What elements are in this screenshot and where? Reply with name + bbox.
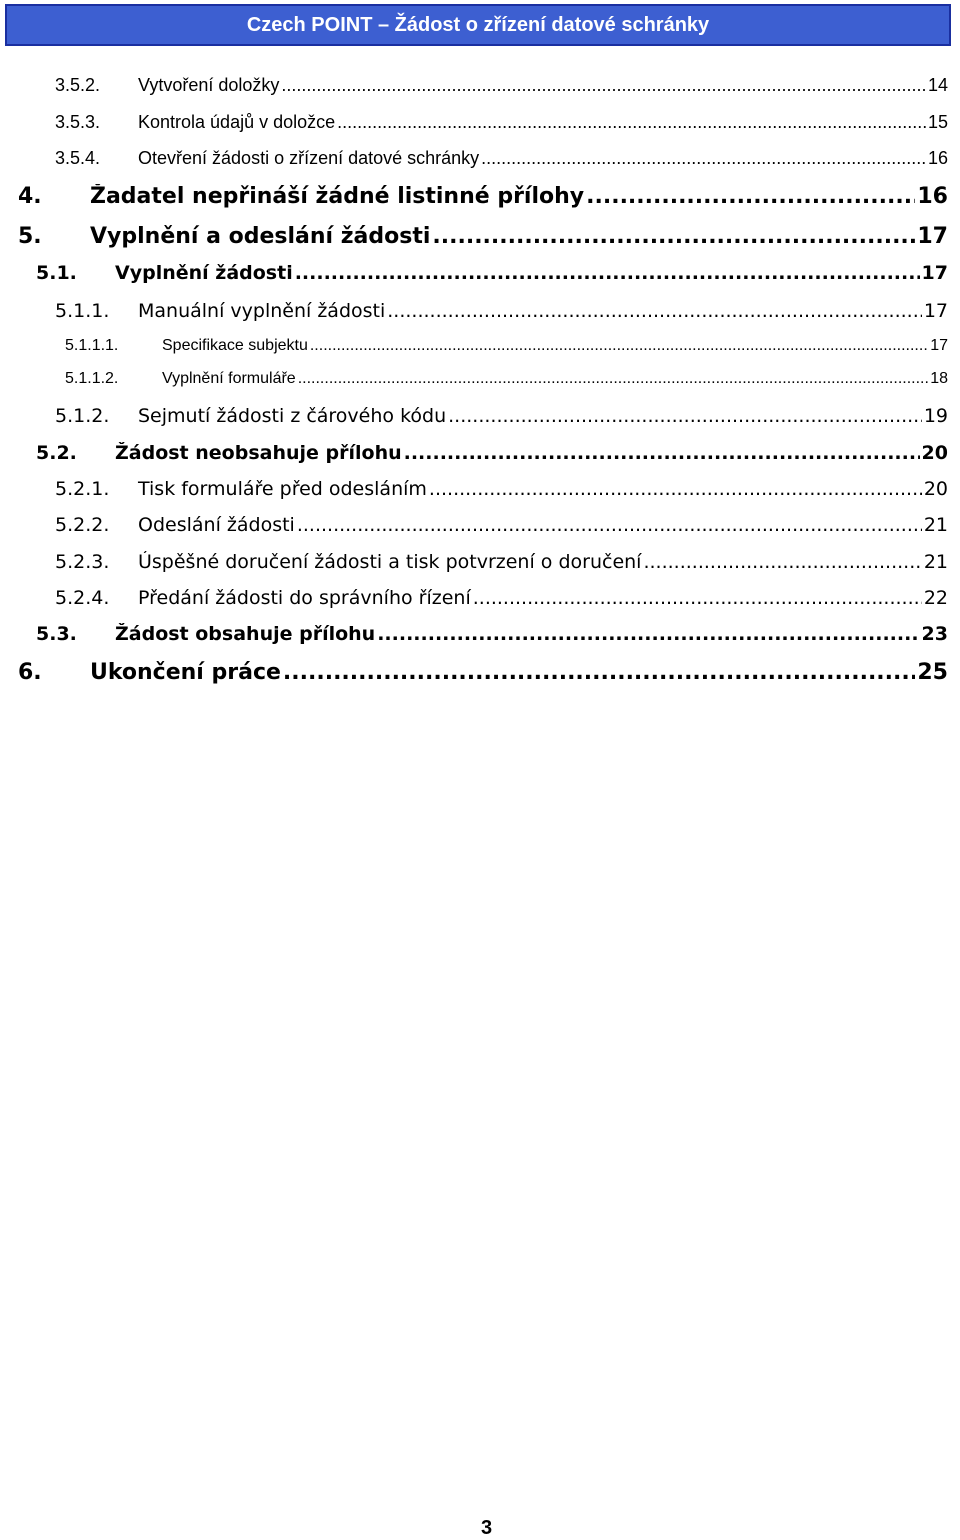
toc-entry-title: Otevření žádosti o zřízení datové schránky (138, 148, 480, 168)
toc-entry-number: 5. (18, 224, 42, 249)
toc-entry[interactable] (55, 148, 948, 169)
toc-entry-page: 15 (927, 112, 948, 132)
toc-entry-page: 20 (923, 478, 948, 500)
toc-entry-number: 3.5.4. (55, 148, 101, 168)
toc-entry-number: 5.1.2. (55, 405, 110, 427)
toc-entry-title: Žádost obsahuje přílohu (115, 623, 376, 645)
toc-entry-page: 22 (923, 587, 948, 609)
toc-dot-leader (432, 224, 915, 249)
toc-entry-number: 3.5.2. (55, 75, 101, 95)
table-of-contents (0, 0, 960, 720)
toc-dot-leader (404, 442, 920, 464)
toc-dot-leader (297, 514, 922, 536)
page-number: 3 (481, 1517, 493, 1539)
toc-entry-title: Vytvoření doložky (138, 75, 280, 95)
toc-entry-page: 18 (930, 370, 948, 387)
toc-entry-title: Předání žádosti do správního řízení (138, 587, 471, 609)
toc-entry[interactable] (55, 514, 948, 536)
toc-entry-page: 17 (923, 300, 948, 322)
toc-entry[interactable] (36, 262, 948, 284)
toc-dot-leader (337, 112, 926, 133)
toc-entry[interactable] (55, 405, 948, 427)
toc-entry[interactable] (18, 224, 948, 249)
toc-dot-leader (387, 300, 922, 322)
toc-entry[interactable] (55, 551, 948, 573)
toc-dot-leader (283, 660, 915, 685)
toc-entry-title: Odeslání žádosti (138, 514, 295, 536)
toc-dot-leader (643, 551, 921, 573)
toc-entry-number: 5.1. (36, 262, 77, 284)
toc-dot-leader (281, 75, 926, 96)
toc-entry-number: 5.2. (36, 442, 77, 464)
toc-entry-number: 3.5.3. (55, 112, 101, 132)
toc-entry[interactable] (36, 623, 948, 645)
toc-entry-number: 5.1.1. (55, 300, 110, 322)
toc-entry-title: Specifikace subjektu (162, 337, 308, 354)
toc-entry[interactable] (36, 442, 948, 464)
toc-dot-leader (310, 337, 928, 355)
toc-entry-number: 5.3. (36, 623, 77, 645)
toc-entry-title: Tisk formuláře před odesláním (138, 478, 427, 500)
toc-entry-page: 17 (921, 262, 948, 284)
toc-entry-title: Manuální vyplnění žádosti (138, 300, 386, 322)
toc-dot-leader (473, 587, 922, 609)
toc-entry[interactable] (65, 370, 948, 388)
toc-dot-leader (377, 623, 919, 645)
toc-entry[interactable] (18, 660, 948, 685)
toc-entry-title: Vyplnění formuláře (162, 370, 296, 387)
toc-entry[interactable] (55, 112, 948, 133)
toc-dot-leader (298, 370, 929, 388)
toc-entry-page: 20 (921, 442, 948, 464)
toc-entry-title: Sejmutí žádosti z čárového kódu (138, 405, 447, 427)
toc-entry-number: 6. (18, 660, 42, 685)
toc-entry-page: 21 (923, 551, 948, 573)
toc-entry-number: 4. (18, 184, 42, 209)
toc-entry[interactable] (55, 478, 948, 500)
toc-entry[interactable] (65, 337, 948, 355)
toc-entry-page: 14 (927, 75, 948, 95)
toc-entry-page: 21 (923, 514, 948, 536)
toc-entry-title: Žádost neobsahuje přílohu (115, 442, 402, 464)
toc-dot-leader (586, 184, 915, 209)
toc-entry-page: 17 (930, 337, 948, 354)
toc-entry-page: 19 (923, 405, 948, 427)
toc-entry-number: 5.1.1.1. (65, 337, 119, 354)
toc-entry-page: 16 (917, 184, 948, 209)
toc-entry-title: Vyplnění žádosti (115, 262, 293, 284)
toc-entry[interactable] (55, 587, 948, 609)
toc-entry-title: Ukončení práce (90, 660, 281, 685)
toc-dot-leader (448, 405, 922, 427)
toc-entry-title: Vyplnění a odeslání žádosti (90, 224, 431, 249)
toc-entry-page: 23 (921, 623, 948, 645)
toc-entry[interactable] (18, 184, 948, 209)
toc-entry-number: 5.2.2. (55, 514, 110, 536)
toc-entry-number: 5.2.4. (55, 587, 110, 609)
document-header-title: Czech POINT – Žádost o zřízení datové schránky (246, 13, 710, 36)
toc-entry-title: Úspěšné doručení žádosti a tisk potvrzení o doručení (138, 551, 642, 573)
toc-entry-number: 5.1.1.2. (65, 370, 119, 387)
toc-entry-title: Žadatel nepřináší žádné listinné přílohy (90, 184, 585, 209)
toc-entry-number: 5.2.1. (55, 478, 110, 500)
toc-entry-page: 16 (927, 148, 948, 168)
toc-entry-title: Kontrola údajů v doložce (138, 112, 336, 132)
toc-entry-page: 25 (917, 660, 948, 685)
toc-entry[interactable] (55, 75, 948, 96)
toc-entry[interactable] (55, 300, 948, 322)
toc-entry-number: 5.2.3. (55, 551, 110, 573)
toc-dot-leader (429, 478, 922, 500)
toc-dot-leader (481, 148, 926, 169)
toc-dot-leader (295, 262, 920, 284)
toc-entry-page: 17 (917, 224, 948, 249)
